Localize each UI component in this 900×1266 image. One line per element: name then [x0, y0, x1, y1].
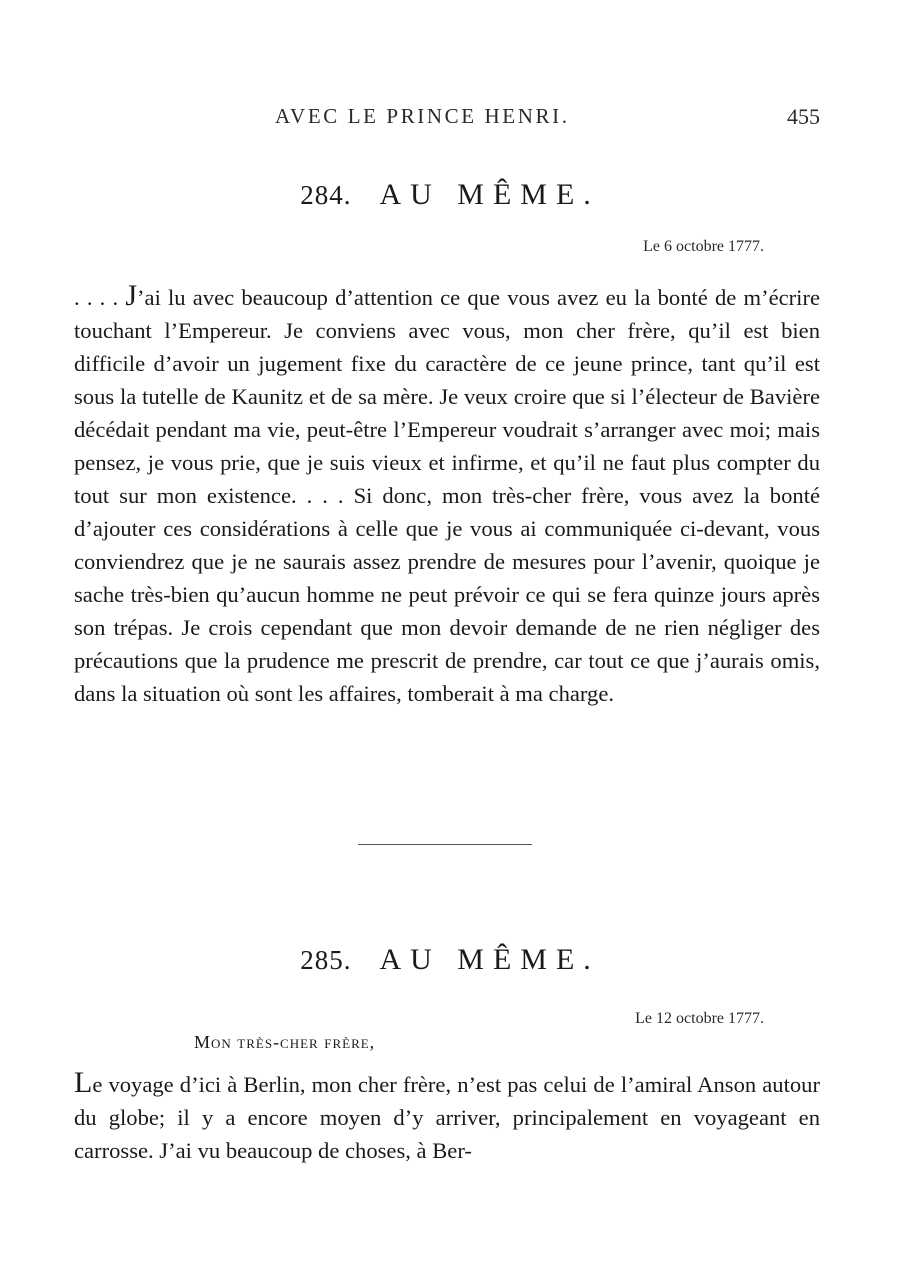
letter-number: 285.: [300, 945, 352, 975]
letter-body-285: [74, 1068, 820, 1167]
salutation: Mon très-cher frère,: [194, 1032, 376, 1052]
letter-heading-284: [0, 178, 900, 212]
page-number: 455: [787, 104, 820, 129]
ellipsis-lead: . . . .: [74, 285, 126, 310]
letter-text: e voyage d’ici à Berlin, mon cher frère, n’est pas celui de l’amiral Anson autour du globe; il y a encore moyen d’y arriver, principalement en voyageant en carrosse. J’ai vu beaucoup de choses, à Ber-: [74, 1072, 820, 1163]
letter-body-284: [74, 281, 820, 710]
running-title: AVEC LE PRINCE HENRI.: [275, 104, 570, 128]
initial-letter: J: [125, 279, 138, 312]
initial-letter: L: [74, 1066, 93, 1099]
running-head: [0, 104, 900, 134]
letter-title: AU MÊME.: [379, 943, 600, 976]
section-divider: [358, 844, 532, 845]
letter-date: Le 6 octobre 1777.: [643, 238, 764, 255]
letter-text: ’ai lu avec beaucoup d’attention ce que vous avez eu la bonté de m’écrire touchant l’Empereur. Je conviens avec vous, mon cher frère, qu’il est bien difficile d’avoir un jugement fixe du caractère de ce jeune prince, tant qu’il est sous la tutelle de Kaunitz et de sa mère. Je veux croire que si l’électeur de Bavière décédait pendant ma vie, peut-être l’Empereur voudrait s’arranger avec moi; mais pensez, je vous prie, que je suis vieux et infirme, et qu’il ne faut plus compter du tout sur mon existence. . . . Si donc, mon très-cher frère, vous avez la bonté d’ajouter ces considérations à celle que je vous ai communiquée ci-devant, vous conviendrez que je ne saurais assez prendre de mesures pour l’avenir, quoique je sache très-bien qu’aucun homme ne peut prévoir ce qui se fera quinze jours après son trépas. Je crois cependant que mon devoir demande de ne rien négliger des précautions que la prudence me prescrit de prendre, car tout ce que j’aurais omis, dans la situation où sont les affaires, tomberait à ma charge.: [74, 285, 820, 706]
letter-number: 284.: [300, 180, 352, 210]
letter-date: Le 12 octobre 1777.: [635, 1010, 764, 1027]
letter-title: AU MÊME.: [379, 178, 600, 211]
letter-heading-285: [0, 943, 900, 977]
